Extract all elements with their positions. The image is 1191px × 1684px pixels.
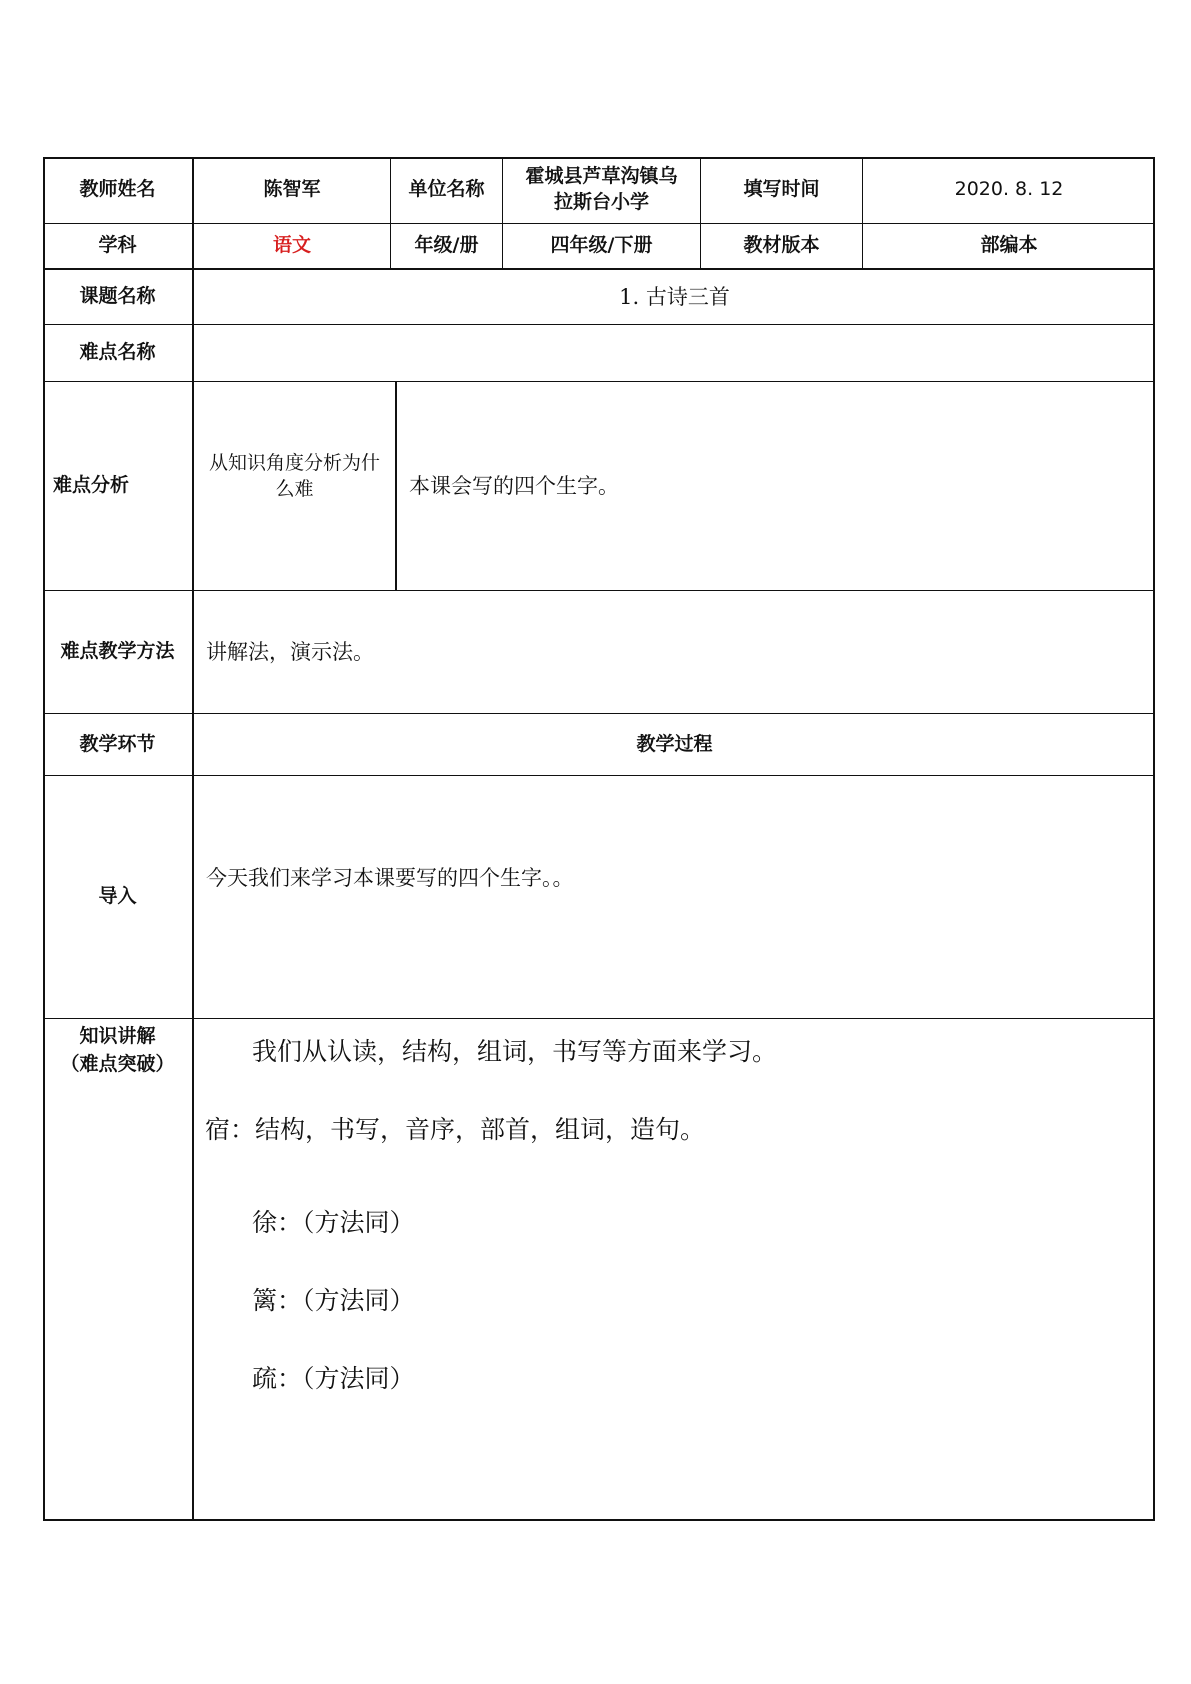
time-label: 填写时间 xyxy=(743,178,820,201)
subject-label: 学科 xyxy=(98,234,137,257)
subject-value: 语文 xyxy=(272,234,311,257)
topic-value: 1. 古诗三首 xyxy=(619,284,730,309)
knowledge-line-1: 我们从认读，结构，组词，书写等方面来学习。 xyxy=(252,1037,778,1066)
analysis-sub-label: 从知识角度分析为什么难 xyxy=(208,452,380,500)
difficulty-name-label: 难点名称 xyxy=(79,341,156,364)
process-label: 教学过程 xyxy=(636,732,713,755)
analysis-value: 本课会写的四个生字。 xyxy=(409,473,619,498)
row-divider xyxy=(43,1018,1155,1019)
intro-value: 今天我们来学习本课要写的四个生字。。 xyxy=(206,865,574,890)
edition-label: 教材版本 xyxy=(743,234,820,257)
knowledge-line-4: 篱：（方法同） xyxy=(252,1286,415,1315)
unit-label: 单位名称 xyxy=(408,178,485,201)
unit-value: 霍城县芦草沟镇乌拉斯台小学 xyxy=(525,165,678,213)
teacher-label: 教师姓名 xyxy=(79,178,156,201)
method-label: 难点教学方法 xyxy=(60,640,175,663)
grade-label: 年级/册 xyxy=(414,234,479,257)
knowledge-label xyxy=(43,1019,192,1083)
knowledge-line-2: 宿：结构，书写，音序，部首，组词，造句。 xyxy=(205,1115,706,1144)
lesson-plan-table xyxy=(43,157,1155,1521)
intro-label: 导入 xyxy=(98,885,137,908)
stage-label: 教学环节 xyxy=(79,732,156,755)
knowledge-label-line1: 知识讲解 xyxy=(79,1025,156,1048)
analysis-label: 难点分析 xyxy=(53,474,130,497)
time-value: 2020. 8. 12 xyxy=(954,178,1064,201)
knowledge-line-5: 疏：（方法同） xyxy=(252,1364,415,1393)
grade-value: 四年级/下册 xyxy=(550,234,653,257)
method-value: 讲解法，演示法。 xyxy=(206,639,374,664)
difficulty-name-value xyxy=(194,325,1155,381)
teacher-value: 陈智军 xyxy=(263,178,321,201)
topic-label: 课题名称 xyxy=(79,285,156,308)
edition-value: 部编本 xyxy=(980,234,1038,257)
knowledge-label-line2: （难点突破） xyxy=(60,1053,175,1075)
knowledge-line-3: 徐：（方法同） xyxy=(252,1208,415,1237)
